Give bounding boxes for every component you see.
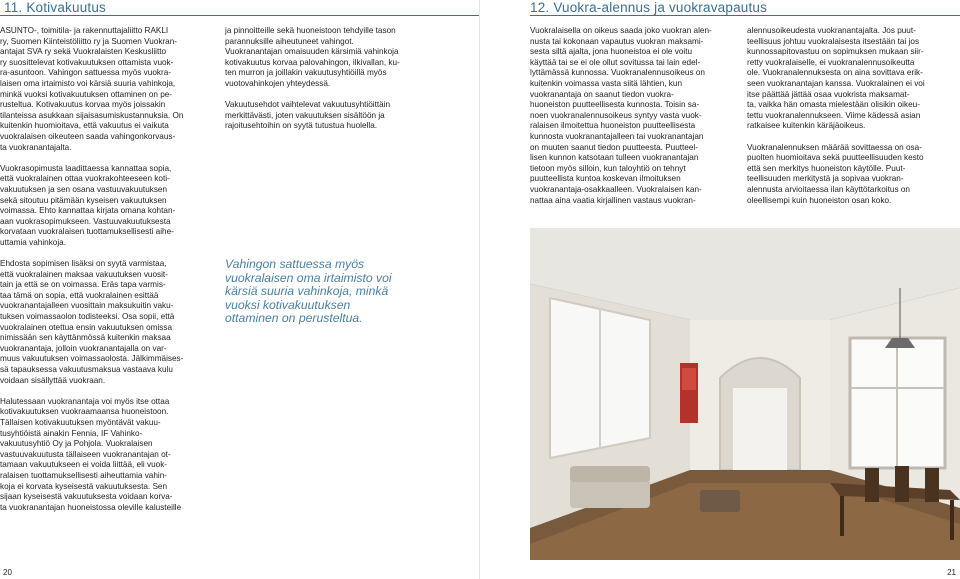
- living-room-illustration: [530, 228, 960, 560]
- paragraph: Vuokrasopimusta laadittaessa kannattaa sopia, että vuokralainen ottaa vuokrakohteeseen koti- vakuutuksen ja sen osana vastuuvakuutuksen sekä sitoutuu pitämään kyseisen vakuutuksen voimassa. Ehto kannattaa kirjata omana kohtan- aan vuokrasopimukseen. Vastuuvakuutuksesta korvataan vuokralaisen tuottamuksellisesti aihe- uttamia vahinkoja.: [0, 163, 176, 247]
- paragraph: ASUNTO-, toimitila- ja rakennuttajaliitto RAKLI ry, Suomen Kiinteistöliitto ry ja Suomen Vuokran- antajat SVA ry sekä Vuokralaisten Keskusliitto ry suosittelevat kotivakuutuksen ottamista vuok- ra-asuntoon. Vahingon sattuessa myös vuokra- laisen oma irtaimisto voi kärsiä suuria vahinkoja, minkä vuoksi kotivakuutuksen ottaminen on pe- rusteltua. Kotivakuutus korvaa myös joissakin tilanteissa asukkaan sijaisasumiskustannuksia. On kuitenkin huomioitava, että vakuutus ei vaikuta vuokralaisen oikeuteen saada vahingonkorvaus- ta vuokranantajalta.: [0, 26, 184, 152]
- title-rule: [530, 15, 960, 16]
- left-column-1: [0, 26, 212, 513]
- interior-photo: [530, 228, 960, 560]
- section-title-kotivakuutus: 11. Kotivakuutus: [4, 0, 107, 15]
- page-number: 20: [3, 568, 12, 577]
- paragraph: Vuokralaisella on oikeus saada joko vuokran alen- nusta tai kokonaan vapautus vuokran maksami- sesta siltä ajalta, jona huoneistoa ei ole voitu käyttää tai se ei ole ollut sovitussa tai lain edel- lyttämässä kunnossa. Vuokranalennusoikeus on kuitenkin voimassa vasta siitä lähtien, kun vuokranantaja on saanut tiedon vuokra- huoneiston puutteellisesta kunnosta. Toisin sa- noen vuokranalennusoikeus syntyy vasta vuok- ralaisen ilmoitettua huoneiston puutteellisesta kunnosta vuokranantajalleen tai vuokranantajan on muuten saanut tiedon puutteesta. Puutteel- lisen kunnon katsotaan tulleen vuokranantajan tietoon myös silloin, kun taloyhtiö on tehnyt puutteellista kuntoa koskevan ilmoituksen vuokranantaja-osakkaalleen. Vuokralaisen kan- nattaa aina vaatia kirjallinen vastaus vuokran-: [530, 26, 712, 205]
- right-column-2: [747, 26, 959, 206]
- paragraph: Vuokranalennuksen määrää sovittaessa on osa- puolten huomioitava sekä puutteellisuuden kesto että sen merkitys huoneiston käytölle. Puut- teellisuuden merkitystä ja sopivaa vuokran- alennusta arvioitaessa ilan käyttötarkoitus on oleellisempi kuin huoneiston osan koko.: [747, 142, 924, 205]
- paragraph: Ehdosta sopimisen lisäksi on syytä varmistaa, että vuokralainen maksaa vakuutuksen vuosit- tain ja että se on voimassa. Eräs tapa varmis- taa tämä on sopia, että vuokralainen esittää vuokranantajalleen vuosittain maksukuitin vaku- tuksen voimassaolon todisteeksi. Osa sopii, että vuokralainen otettua ensin vakuutuksen omissa nimissään sen käyttänmössä kuitenkin maksaa vuokranantaja, jolloin vuokranantajalla on var- muus vakuutuksen voimassaolosta. Jälkimmäises- sä tapauksessa vakuutusmaksua vastaava kulu voidaan sisällyttää vuokraan.: [0, 259, 184, 385]
- title-rule: [0, 15, 479, 16]
- paragraph: Vakuutusehdot vaihtelevat vakuutusyhtiöittäin merkittävästi, joten vakuutuksen sisältöön ja rajoitusehtoihin on syytä tutustua huolella.: [225, 100, 391, 131]
- page-number: 21: [947, 568, 956, 577]
- paragraph: ja pinnoitteille sekä huoneistoon tehdyille tason parannuksille aiheutuneet vahingot. Vuokranantajan omaisuuden kärsimiä vahinkoja kotivakuutus korvaa palovahingon, ilkivallan, ku- ten murron ja joillakin vakuutusyhtiöillä myös vuotovahinkojen yhteydessä.: [225, 26, 400, 88]
- paragraph: alennusoikeudesta vuokranantajalta. Jos puut- teellisuus johtuu vuokralaisesta itsestään tai jos kunnossapitovastuu on sopimuksen mukaan siir- retty vuokralaiselle, ei vuokranalennusoikeutta ole. Vuokranalennuksesta on aina sovittava erik- seen vuokranantajan kanssa. Vuokralainen ei voi itse päättää jättää osaa vuokrista maksamat- ta, vaikka hän omasta mielestään olisikin oikeu- tettu vuokranalennukseen. Viime kädessä asian ratkaisee kuitenkin käräjäoikeus.: [747, 26, 925, 131]
- pull-quote: Vahingon sattuessa myös vuokralaisen oma irtaimisto voi kärsiä suuria vahinkoja, minkä vuoksi kotivakuutuksen ottaminen on perusteltua.: [225, 257, 392, 326]
- section-title-vuokra-alennus: 12. Vuokra-alennus ja vuokravapautus: [530, 0, 768, 15]
- paragraph: Halutessaan vuokranantaja voi myös itse ottaa kotivakuutuksen vuokraamaansa huoneistoon. Tällaisen kotivakuutuksen myöntävät vakuu- tusyhtiöistä ainakin Fennia, IF Vahinko- vakuutusyhtiö Oy ja Pohjola. Vuokralaisen vastuuvakuutusta tällaiseen vuokranantajan ot- tamaan vakuutukseen ei voida liittää, eli vuok- ralaisen tuottamuksellisesti aiheuttamia vahin- koja ei korvata kyseisestä vakuutuksesta. Sen sijaan kyseisestä vakuutuksesta voidaan korva- ta vuokranantajan huoneistossa oleville kalusteille: [0, 396, 182, 512]
- left-column-2: [225, 26, 437, 132]
- right-page: [480, 0, 960, 579]
- right-column-1: [530, 26, 742, 206]
